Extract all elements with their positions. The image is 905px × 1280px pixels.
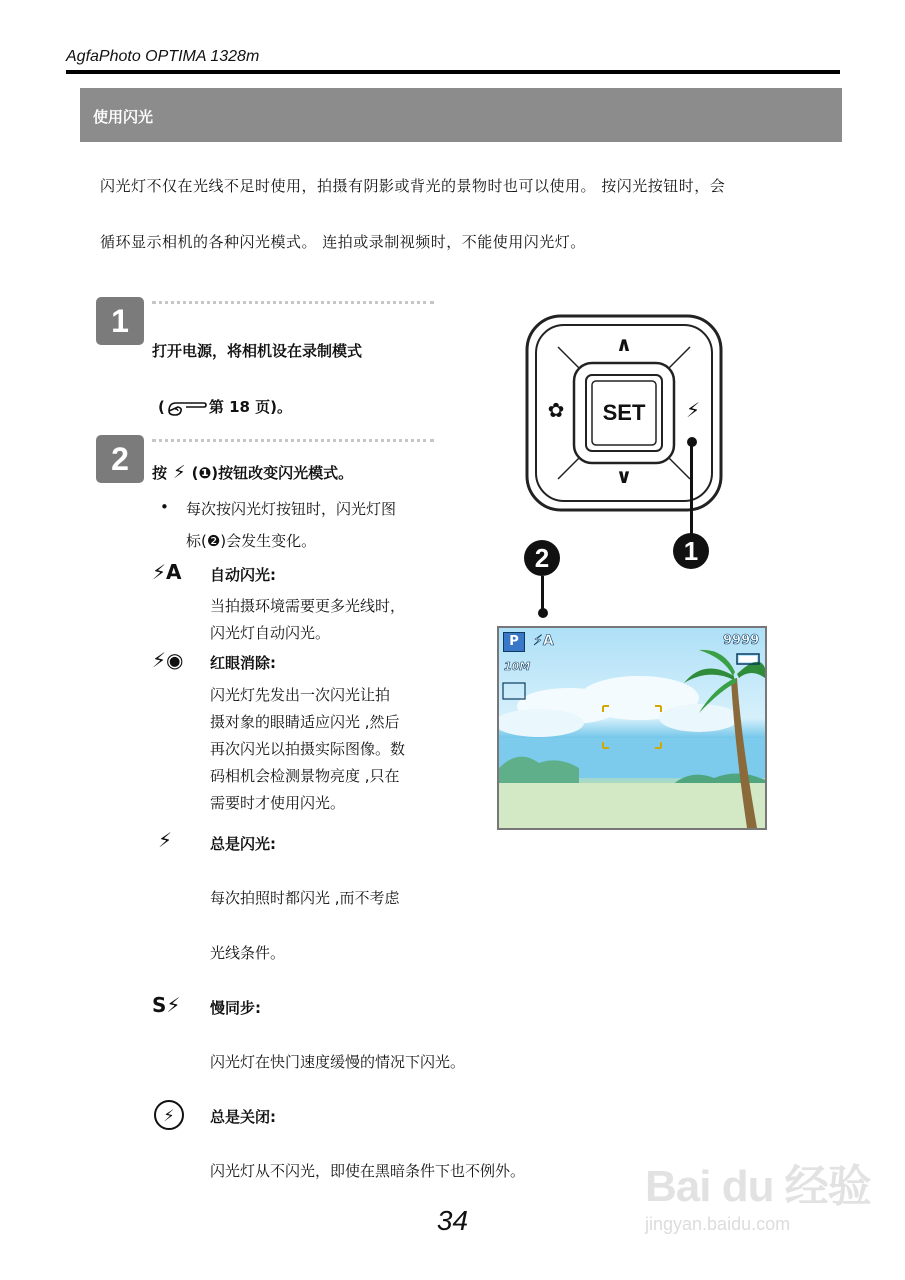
- lcd-shots-remaining: 9999: [723, 633, 760, 648]
- step-1-page-ref: [158, 396, 292, 417]
- flash-auto-icon: ⚡A: [152, 560, 182, 584]
- step-2-press: 按: [152, 464, 168, 482]
- section-bar: [80, 88, 842, 142]
- callout-2: 2: [524, 540, 560, 576]
- intro-line-2: 循环显示相机的各种闪光模式。 连拍或录制视频时，不能使用闪光灯。: [100, 233, 586, 251]
- mode-off-desc: 闪光灯从不闪光，即使在黑暗条件下也不例外。: [210, 1162, 526, 1180]
- header-rule: [66, 70, 840, 74]
- camera-lcd-preview: [497, 626, 767, 830]
- set-button[interactable]: SET: [602, 400, 646, 425]
- mode-redeye-desc-3: 再次闪光以拍摄实际图像。数: [210, 740, 406, 758]
- beach-scene-illustration: [499, 628, 765, 828]
- lcd-program-mode-icon: P: [503, 632, 525, 652]
- bullet-dot: •: [160, 498, 169, 516]
- down-arrow-icon[interactable]: ∨: [615, 464, 633, 488]
- macro-flower-icon[interactable]: ✿: [547, 398, 565, 422]
- flash-red-eye-icon: ⚡◉: [152, 648, 184, 672]
- callout-1-leader-line: [690, 445, 693, 535]
- step-1-badge: 1: [96, 297, 144, 345]
- bullet-line-1: 每次按闪光灯按钮时，闪光灯图: [186, 500, 397, 518]
- mode-always-name: 总是闪光:: [210, 835, 276, 853]
- pointing-hand-icon: [166, 397, 208, 417]
- mode-redeye-desc-5: 需要时才使用闪光。: [210, 794, 346, 812]
- mode-slowsync-name: 慢同步:: [210, 999, 261, 1017]
- flash-icon: ⚡: [173, 462, 186, 483]
- lcd-flash-auto-icon: ⚡A: [533, 633, 554, 649]
- flash-on-icon: ⚡: [158, 828, 173, 852]
- step-1-dotted-rule: [152, 301, 434, 304]
- mode-redeye-desc-2: 摄对象的眼睛适应闪光 ,然后: [210, 713, 400, 731]
- lcd-resolution-icon: 10M: [504, 660, 531, 673]
- step-2-badge: 2: [96, 435, 144, 483]
- callout-2-leader-dot: [538, 608, 548, 618]
- mode-redeye-desc-1: 闪光灯先发出一次闪光让拍: [210, 686, 391, 704]
- up-arrow-icon[interactable]: ∧: [615, 332, 633, 356]
- callout-2-leader-line: [541, 576, 544, 612]
- watermark-brand: Bai du 经验: [645, 1162, 871, 1211]
- step-1-text: 打开电源，将相机设在录制模式: [152, 342, 363, 360]
- manual-header-title: AgfaPhoto OPTIMA 1328m: [66, 48, 260, 65]
- baidu-watermark: [645, 1150, 871, 1235]
- callout-1: 1: [673, 533, 709, 569]
- ref-page-text: 第 18 页)。: [208, 398, 293, 416]
- intro-line-1: 闪光灯不仅在光线不足时使用，拍摄有阴影或背光的景物时也可以使用。 按闪光按钮时，会: [100, 177, 726, 195]
- flash-button-icon[interactable]: ⚡: [685, 398, 701, 422]
- mode-always-desc-2: 光线条件。: [210, 944, 286, 962]
- mode-redeye-desc-4: 码相机会检测景物亮度 ,只在: [210, 767, 400, 785]
- mode-off-name: 总是关闭:: [210, 1108, 276, 1126]
- mode-auto-desc-1: 当拍摄环境需要更多光线时，: [210, 597, 406, 615]
- bullet-line-2: 标(❷)会发生变化。: [186, 532, 317, 550]
- mode-always-desc-1: 每次拍照时都闪光 ,而不考虑: [210, 889, 400, 907]
- mode-auto-desc-2: 闪光灯自动闪光。: [210, 624, 331, 642]
- step-2-dotted-rule: [152, 439, 434, 442]
- mode-redeye-name: 红眼消除:: [210, 654, 276, 672]
- mode-slowsync-desc: 闪光灯在快门速度缓慢的情况下闪光。: [210, 1053, 466, 1071]
- watermark-url: jingyan.baidu.com: [645, 1214, 791, 1234]
- page-number: 34: [436, 1205, 469, 1236]
- mode-auto-name: 自动闪光:: [210, 566, 276, 584]
- flash-off-icon: ⚡: [154, 1100, 184, 1130]
- section-title: 使用闪光: [93, 108, 154, 126]
- flash-slow-sync-icon: S⚡: [152, 993, 181, 1017]
- ref-open-paren: (: [158, 397, 165, 416]
- step-2-press-suffix: (❶)按钮改变闪光模式。: [191, 464, 354, 482]
- step-2-instruction: [152, 462, 353, 483]
